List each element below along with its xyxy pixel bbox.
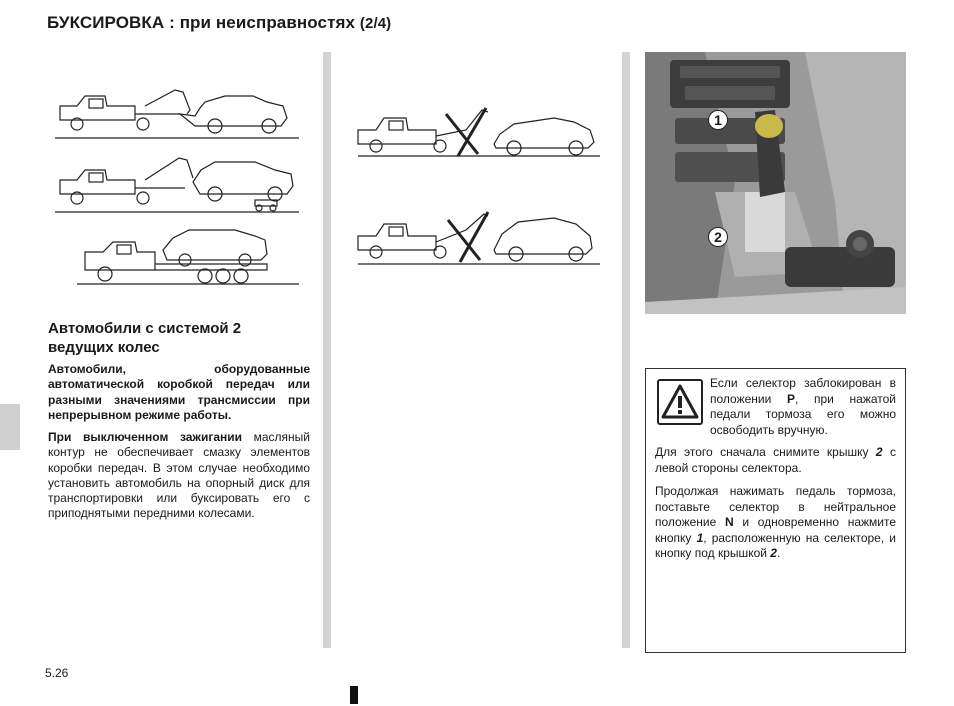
towing-methods-illustration: [55, 78, 305, 290]
p1-text: с левой стороны селектора.: [655, 445, 896, 475]
cover-removal-paragraph: [655, 445, 896, 476]
chapter-tab: [0, 404, 20, 450]
ref-2: 2: [875, 445, 883, 459]
p2-text: .: [776, 546, 781, 560]
page-marker: [350, 686, 358, 704]
gear-selector-drawing: [645, 52, 906, 314]
cross-mark-1: [446, 108, 486, 156]
page-title-text: БУКСИРОВКА : при неисправностях: [47, 13, 356, 32]
column-divider-right: [622, 52, 630, 648]
page-part: (2/4): [359, 15, 392, 32]
ignition-off-text: масляный контур не обеспечивает смазку элементов коробки передач. В этом случае необходимо установить автомобиль на опорный диск для транспортировки или буксировать его с приподнятыми передними колесами.: [48, 430, 310, 521]
tow-lift-row-1: [55, 90, 299, 138]
park-symbol: P: [786, 391, 795, 406]
intro-bold-text: Автомобили, оборудованные автоматической коробкой передач или разными значениями трансмиссии при непрерывном режиме работы.: [48, 362, 310, 422]
p2-text: Продолжая нажимать педаль тормоза, поставьте селектор в нейтральное положение: [655, 484, 896, 529]
warning-box: [645, 368, 906, 653]
page-number: 5.26: [45, 666, 69, 680]
intro-paragraph: [48, 362, 310, 423]
neutral-paragraph: [655, 484, 896, 562]
cross-mark-2: [448, 212, 488, 262]
prohibited-towing-illustration: [354, 100, 604, 272]
warning-text-part: , при нажатой педали тормоза его можно освободить вручную.: [710, 391, 896, 437]
gear-selector-photo: [645, 52, 906, 314]
ignition-off-paragraph: [48, 430, 310, 522]
p2-text: , расположенную на селекторе, и кнопку под крышкой: [655, 530, 896, 560]
callout-2: 2: [708, 227, 728, 247]
ref-1: 1: [696, 530, 704, 545]
p2-text: и одновременно нажмите кнопку: [655, 515, 897, 545]
page-title: [47, 13, 391, 33]
ref-2: 2: [770, 546, 777, 560]
column-divider-left: [323, 52, 331, 648]
prohibited-tow-row-1: [358, 110, 600, 156]
flatbed-row-3: [77, 230, 299, 284]
section-heading: Автомобили с системой 2 ведущих колес: [48, 320, 242, 356]
callout-1: 1: [708, 110, 728, 130]
ignition-off-bold: При выключенном зажигании: [48, 430, 242, 444]
p1-text: Для этого сначала снимите крышку: [655, 445, 876, 459]
neutral-symbol: N: [724, 515, 734, 529]
warning-text-part: Если селектор заблокирован в положении: [710, 376, 896, 406]
tow-dolly-row-2: [55, 158, 299, 212]
warning-triangle-icon: [657, 379, 703, 425]
warning-text: [710, 376, 896, 438]
